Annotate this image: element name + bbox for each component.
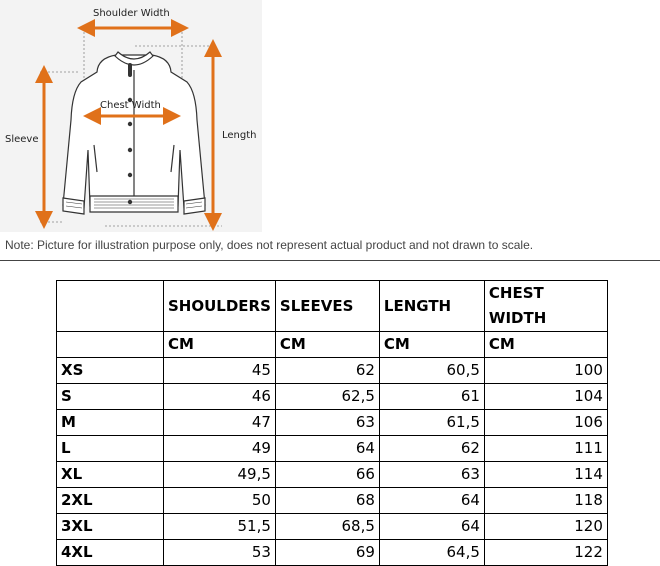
length-cell: 63 <box>379 462 484 488</box>
length-cell: 64 <box>379 488 484 514</box>
shoulders-cell: 47 <box>164 410 276 436</box>
chest-width-cell: 122 <box>484 540 607 566</box>
table-units-row <box>57 332 608 358</box>
header-cell-length: LENGTH <box>379 281 484 332</box>
shoulders-cell: 49,5 <box>164 462 276 488</box>
size-cell: XS <box>57 358 164 384</box>
chest-width-cell: 118 <box>484 488 607 514</box>
table-row <box>57 488 608 514</box>
chest-width-cell: 106 <box>484 410 607 436</box>
sleeves-cell: 63 <box>275 410 379 436</box>
size-cell: L <box>57 436 164 462</box>
jacket-diagram <box>0 0 262 232</box>
chest-width-label: Chest Width <box>100 100 161 111</box>
unit-cell <box>57 332 164 358</box>
unit-cell: CM <box>275 332 379 358</box>
header-cell-shoulders: SHOULDERS <box>164 281 276 332</box>
sleeves-cell: 62 <box>275 358 379 384</box>
length-cell: 60,5 <box>379 358 484 384</box>
sleeves-cell: 68,5 <box>275 514 379 540</box>
shoulder-width-label: Shoulder Width <box>93 8 170 19</box>
size-cell: 2XL <box>57 488 164 514</box>
shoulders-cell: 49 <box>164 436 276 462</box>
length-label: Length <box>222 130 257 141</box>
length-cell: 62 <box>379 436 484 462</box>
table-header-row <box>57 281 608 332</box>
shoulders-cell: 53 <box>164 540 276 566</box>
table-row <box>57 540 608 566</box>
table-row <box>57 462 608 488</box>
unit-cell: CM <box>484 332 607 358</box>
size-cell: 4XL <box>57 540 164 566</box>
size-cell: S <box>57 384 164 410</box>
unit-cell: CM <box>164 332 276 358</box>
sleeves-cell: 64 <box>275 436 379 462</box>
chest-width-cell: 120 <box>484 514 607 540</box>
length-cell: 61,5 <box>379 410 484 436</box>
sleeves-cell: 69 <box>275 540 379 566</box>
header-cell <box>57 281 164 332</box>
shoulders-cell: 50 <box>164 488 276 514</box>
sleeves-cell: 68 <box>275 488 379 514</box>
sleeve-label: Sleeve <box>5 134 39 145</box>
length-cell: 64 <box>379 514 484 540</box>
chest-width-cell: 104 <box>484 384 607 410</box>
size-cell: 3XL <box>57 514 164 540</box>
chest-width-cell: 111 <box>484 436 607 462</box>
size-cell: M <box>57 410 164 436</box>
header-cell-chest-width: CHEST WIDTH <box>484 281 607 332</box>
unit-cell: CM <box>379 332 484 358</box>
header-cell-sleeves: SLEEVES <box>275 281 379 332</box>
divider <box>0 260 660 261</box>
size-cell: XL <box>57 462 164 488</box>
table-row <box>57 358 608 384</box>
table-row <box>57 384 608 410</box>
table-row <box>57 514 608 540</box>
jacket-illustration <box>0 0 262 232</box>
sleeves-cell: 62,5 <box>275 384 379 410</box>
sleeves-cell: 66 <box>275 462 379 488</box>
chest-width-cell: 114 <box>484 462 607 488</box>
table-row <box>57 410 608 436</box>
shoulders-cell: 45 <box>164 358 276 384</box>
shoulders-cell: 46 <box>164 384 276 410</box>
size-chart-table <box>56 280 608 566</box>
chest-width-cell: 100 <box>484 358 607 384</box>
length-cell: 64,5 <box>379 540 484 566</box>
table-row <box>57 436 608 462</box>
shoulders-cell: 51,5 <box>164 514 276 540</box>
disclaimer-note: Note: Picture for illustration purpose only, does not represent actual product and not drawn to scale. <box>5 238 534 252</box>
length-cell: 61 <box>379 384 484 410</box>
